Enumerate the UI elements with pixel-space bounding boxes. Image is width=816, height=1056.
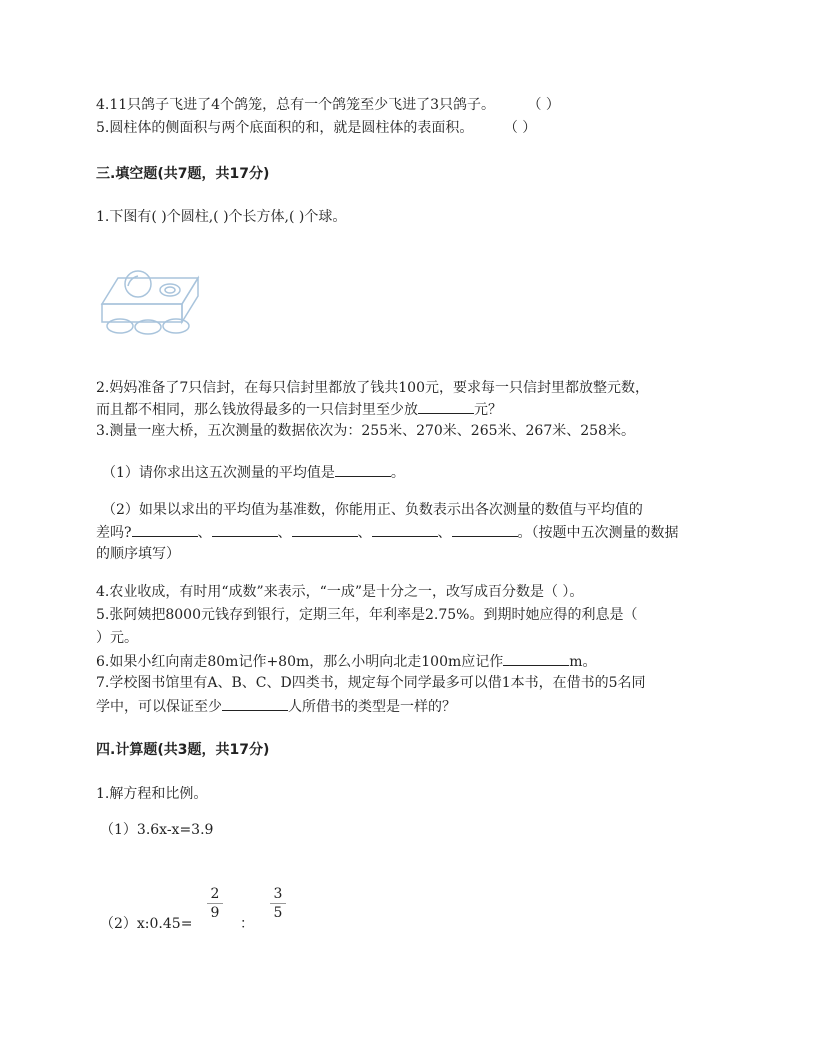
calc-question-1-part1: （1）3.6x-x=3.9 bbox=[100, 822, 214, 838]
fill-question-2-line1: 2.妈妈准备了7只信封，在每只信封里都放了钱共100元，要求每一只信封里都放整元数， bbox=[96, 380, 649, 396]
fill-question-4: 4.农业收成，有时用“成数”来表示，“一成”是十分之一，改写成百分数是（ ）。 bbox=[96, 584, 584, 600]
fill-question-5-line2: ）元。 bbox=[96, 630, 138, 646]
judge-q5-text: 5.圆柱体的侧面积与两个底面积的和，就是圆柱体的表面积。 bbox=[96, 120, 474, 136]
fraction-two-ninths: 2 9 bbox=[205, 886, 225, 921]
fill-question-7-line2: 学中，可以保证至少 人所借书的类型是一样的？ bbox=[96, 696, 456, 717]
fill-question-3-part2-line1: （2）如果以求出的平均值为基准数，你能用正、负数表示出各次测量的数值与平均值的 bbox=[102, 502, 643, 518]
fill-question-3-part2-line2: 差吗? 、 、 、 、 。（按题中五次测量的数据 bbox=[96, 522, 679, 543]
answer-blank[interactable] bbox=[418, 399, 474, 414]
cylinder-inner bbox=[165, 287, 175, 293]
answer-blank[interactable] bbox=[292, 522, 358, 537]
cylinder-wheel-1 bbox=[107, 319, 133, 333]
answer-blank[interactable] bbox=[372, 522, 438, 537]
fill-question-2-line2: 而且都不相同，那么钱放得最多的一只信封里至少放 元？ bbox=[96, 399, 502, 420]
fill-question-1: 1.下图有( )个圆柱,( )个长方体,( )个球。 bbox=[96, 209, 347, 225]
judge-question-5 bbox=[96, 118, 536, 138]
cylinder-top bbox=[160, 284, 180, 296]
solids-figure bbox=[100, 264, 202, 336]
answer-blank[interactable] bbox=[335, 462, 391, 477]
cuboid-side-face bbox=[182, 278, 198, 322]
fill-question-3: 3.测量一座大桥，五次测量的数据依次为：255米、270米、265米、267米、258米。 bbox=[96, 423, 635, 439]
section3-heading: 三.填空题(共7题，共17分) bbox=[96, 166, 270, 182]
section4-heading: 四.计算题(共3题，共17分) bbox=[96, 742, 270, 758]
fill-question-3-part1: （1）请你求出这五次测量的平均值是 。 bbox=[102, 462, 405, 483]
calc-question-1: 1.解方程和比例。 bbox=[96, 786, 208, 802]
fill-question-3-part2-line3: 的顺序填写） bbox=[96, 546, 180, 562]
calc-question-1-part2: （2）x:0.45= bbox=[100, 916, 193, 932]
judge-q4-text: 4.11只鸽子飞进了4个鸽笼，总有一个鸽笼至少飞进了3只鸽子。 bbox=[96, 97, 495, 113]
answer-blank[interactable] bbox=[132, 522, 198, 537]
fraction-three-fifths: 3 5 bbox=[268, 886, 288, 921]
fill-question-7-line1: 7.学校图书馆里有A、B、C、D四类书，规定每个同学最多可以借1本书，在借书的5名同 bbox=[96, 675, 646, 691]
answer-blank[interactable] bbox=[212, 522, 278, 537]
answer-blank[interactable] bbox=[222, 696, 288, 711]
answer-blank[interactable] bbox=[503, 651, 569, 666]
fill-question-6: 6.如果小红向南走80m记作+80m，那么小明向北走100m应记作 m。 bbox=[96, 651, 597, 672]
ratio-colon: ： bbox=[240, 916, 254, 932]
fill-question-5-line1: 5.张阿姨把8000元钱存到银行，定期三年，年利率是2.75%。到期时她应得的利息是（ bbox=[96, 607, 638, 623]
judge-q4-answer-paren[interactable]: （ ） bbox=[527, 97, 560, 113]
answer-blank[interactable] bbox=[452, 522, 518, 537]
judge-q5-answer-paren[interactable]: （ ） bbox=[503, 120, 537, 136]
judge-question-4 bbox=[96, 95, 560, 115]
cylinder-wheel-3 bbox=[163, 319, 189, 333]
